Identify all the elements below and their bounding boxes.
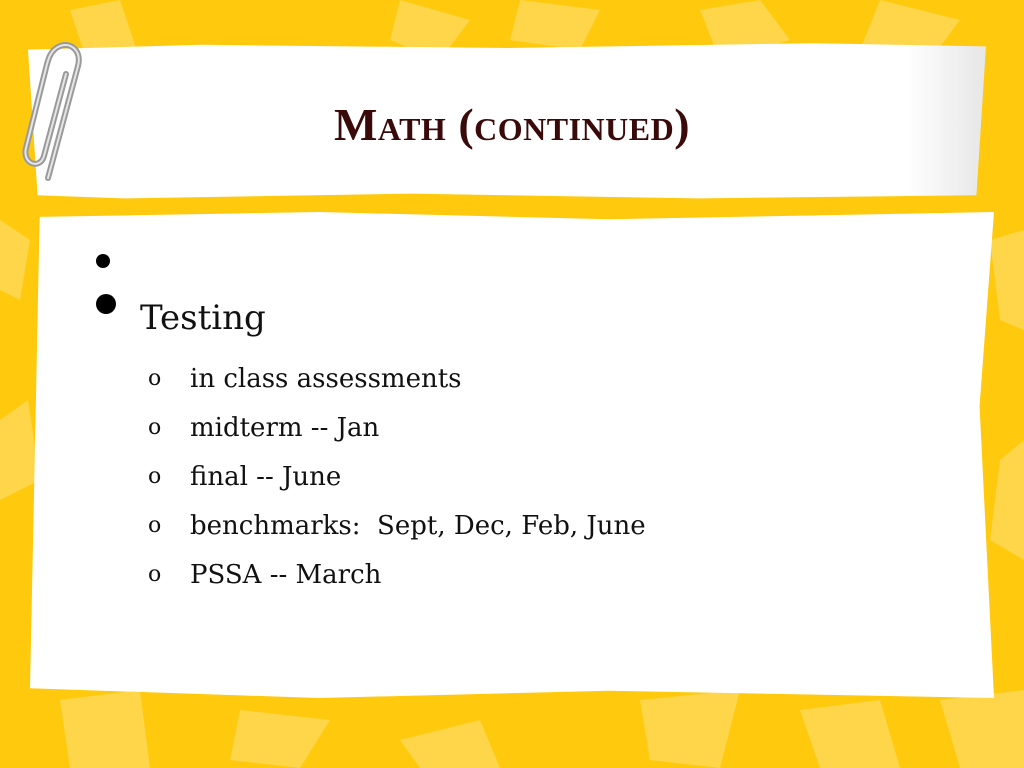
subitem-marker: o: [148, 464, 162, 489]
subitem-text: PSSA -- March: [190, 560, 382, 590]
paperclip-icon: [18, 38, 90, 188]
subitem-text: final -- June: [190, 462, 342, 492]
subitem-text: benchmarks: Sept, Dec, Feb, June: [190, 511, 646, 541]
content-card: [30, 212, 994, 698]
bullet-testing-text: Testing: [140, 298, 266, 338]
subitem-text: midterm -- Jan: [190, 413, 380, 443]
bullet-testing: [96, 294, 116, 314]
subitem-text: in class assessments: [190, 364, 462, 394]
subitem-marker: o: [148, 562, 162, 587]
slide-title: Math (continued): [333, 99, 691, 150]
subitem-marker: o: [148, 513, 162, 538]
subitem-marker: o: [148, 366, 162, 391]
subitem-marker: o: [148, 415, 162, 440]
bullet-empty: [96, 254, 110, 268]
